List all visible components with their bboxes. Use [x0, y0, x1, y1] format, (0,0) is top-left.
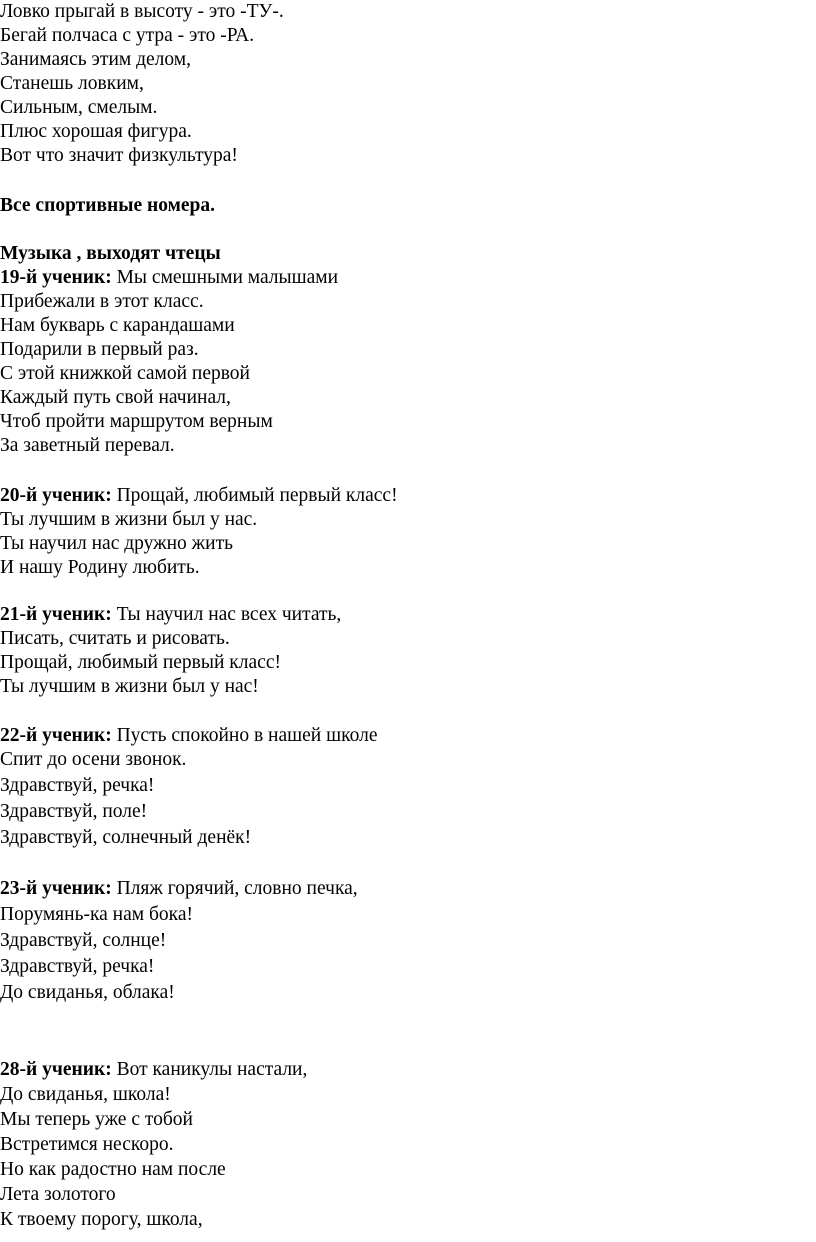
text-line: Здравствуй, солнце!: [0, 930, 167, 951]
verse-text: Вот каникулы настали,: [111, 1059, 308, 1080]
verse-text: Ты научил нас всех читать,: [111, 604, 342, 625]
text-line: Здравствуй, речка!: [0, 956, 155, 977]
text-line: Занимаясь этим делом,: [0, 49, 191, 70]
verse-first-line: [0, 484, 398, 508]
speaker-label: 21-й ученик:: [0, 604, 112, 625]
text-line: Сильным, смелым.: [0, 97, 158, 118]
text-line: К твоему порогу, школа,: [0, 1209, 203, 1230]
text-line: Каждый путь свой начинал,: [0, 387, 231, 408]
text-line: Писать, считать и рисовать.: [0, 628, 230, 649]
text-line: Ты научил нас дружно жить: [0, 533, 234, 554]
text-line: Прибежали в этот класс.: [0, 291, 204, 312]
text-line: Ты лучшим в жизни был у нас!: [0, 676, 259, 697]
verse-text: Прощай, любимый первый класс!: [111, 485, 398, 506]
text-line: И нашу Родину любить.: [0, 557, 200, 578]
text-line: Нам букварь с карандашами: [0, 315, 235, 336]
verse-text: Пляж горячий, словно печка,: [111, 878, 358, 899]
speaker-label: 23-й ученик:: [0, 878, 112, 899]
text-line: Но как радостно нам после: [0, 1159, 226, 1180]
text-line: Мы теперь уже с тобой: [0, 1109, 193, 1130]
text-line: Лета золотого: [0, 1184, 116, 1205]
text-line: Чтоб пройти маршрутом верным: [0, 411, 273, 432]
section-heading: Музыка , выходят чтецы: [0, 243, 221, 264]
speaker-label: 28-й ученик:: [0, 1059, 112, 1080]
verse-first-line: [0, 724, 377, 748]
text-line: Ловко прыгай в высоту - это -ТУ-.: [0, 1, 284, 22]
text-line: До свиданья, облака!: [0, 982, 175, 1003]
text-line: До свиданья, школа!: [0, 1084, 171, 1105]
verse-first-line: [0, 1058, 307, 1082]
text-line: Вот что значит физкультура!: [0, 145, 238, 166]
text-line: Подарили в первый раз.: [0, 339, 199, 360]
speaker-label: 22-й ученик:: [0, 725, 112, 746]
text-line: Бегай полчаса с утра - это -РА.: [0, 25, 255, 46]
verse-first-line: [0, 877, 358, 901]
text-line: Встретимся нескоро.: [0, 1134, 174, 1155]
text-line: Здравствуй, солнечный денёк!: [0, 827, 252, 848]
text-line: Здравствуй, речка!: [0, 775, 155, 796]
verse-first-line: [0, 266, 338, 290]
text-line: За заветный перевал.: [0, 435, 175, 456]
verse-text: Пусть спокойно в нашей школе: [111, 725, 378, 746]
text-line: Здравствуй, поле!: [0, 801, 148, 822]
verse-first-line: [0, 603, 341, 627]
text-line: Плюс хорошая фигура.: [0, 121, 192, 142]
verse-text: Мы смешными малышами: [111, 267, 339, 288]
text-line: С этой книжкой самой первой: [0, 363, 250, 384]
speaker-label: 20-й ученик:: [0, 485, 112, 506]
section-heading: Все спортивные номера.: [0, 195, 216, 216]
text-line: Станешь ловким,: [0, 73, 144, 94]
text-line: Порумянь-ка нам бока!: [0, 904, 193, 925]
text-line: Спит до осени звонок.: [0, 749, 187, 770]
text-line: Ты лучшим в жизни был у нас.: [0, 509, 258, 530]
speaker-label: 19-й ученик:: [0, 267, 112, 288]
text-line: Прощай, любимый первый класс!: [0, 652, 281, 673]
